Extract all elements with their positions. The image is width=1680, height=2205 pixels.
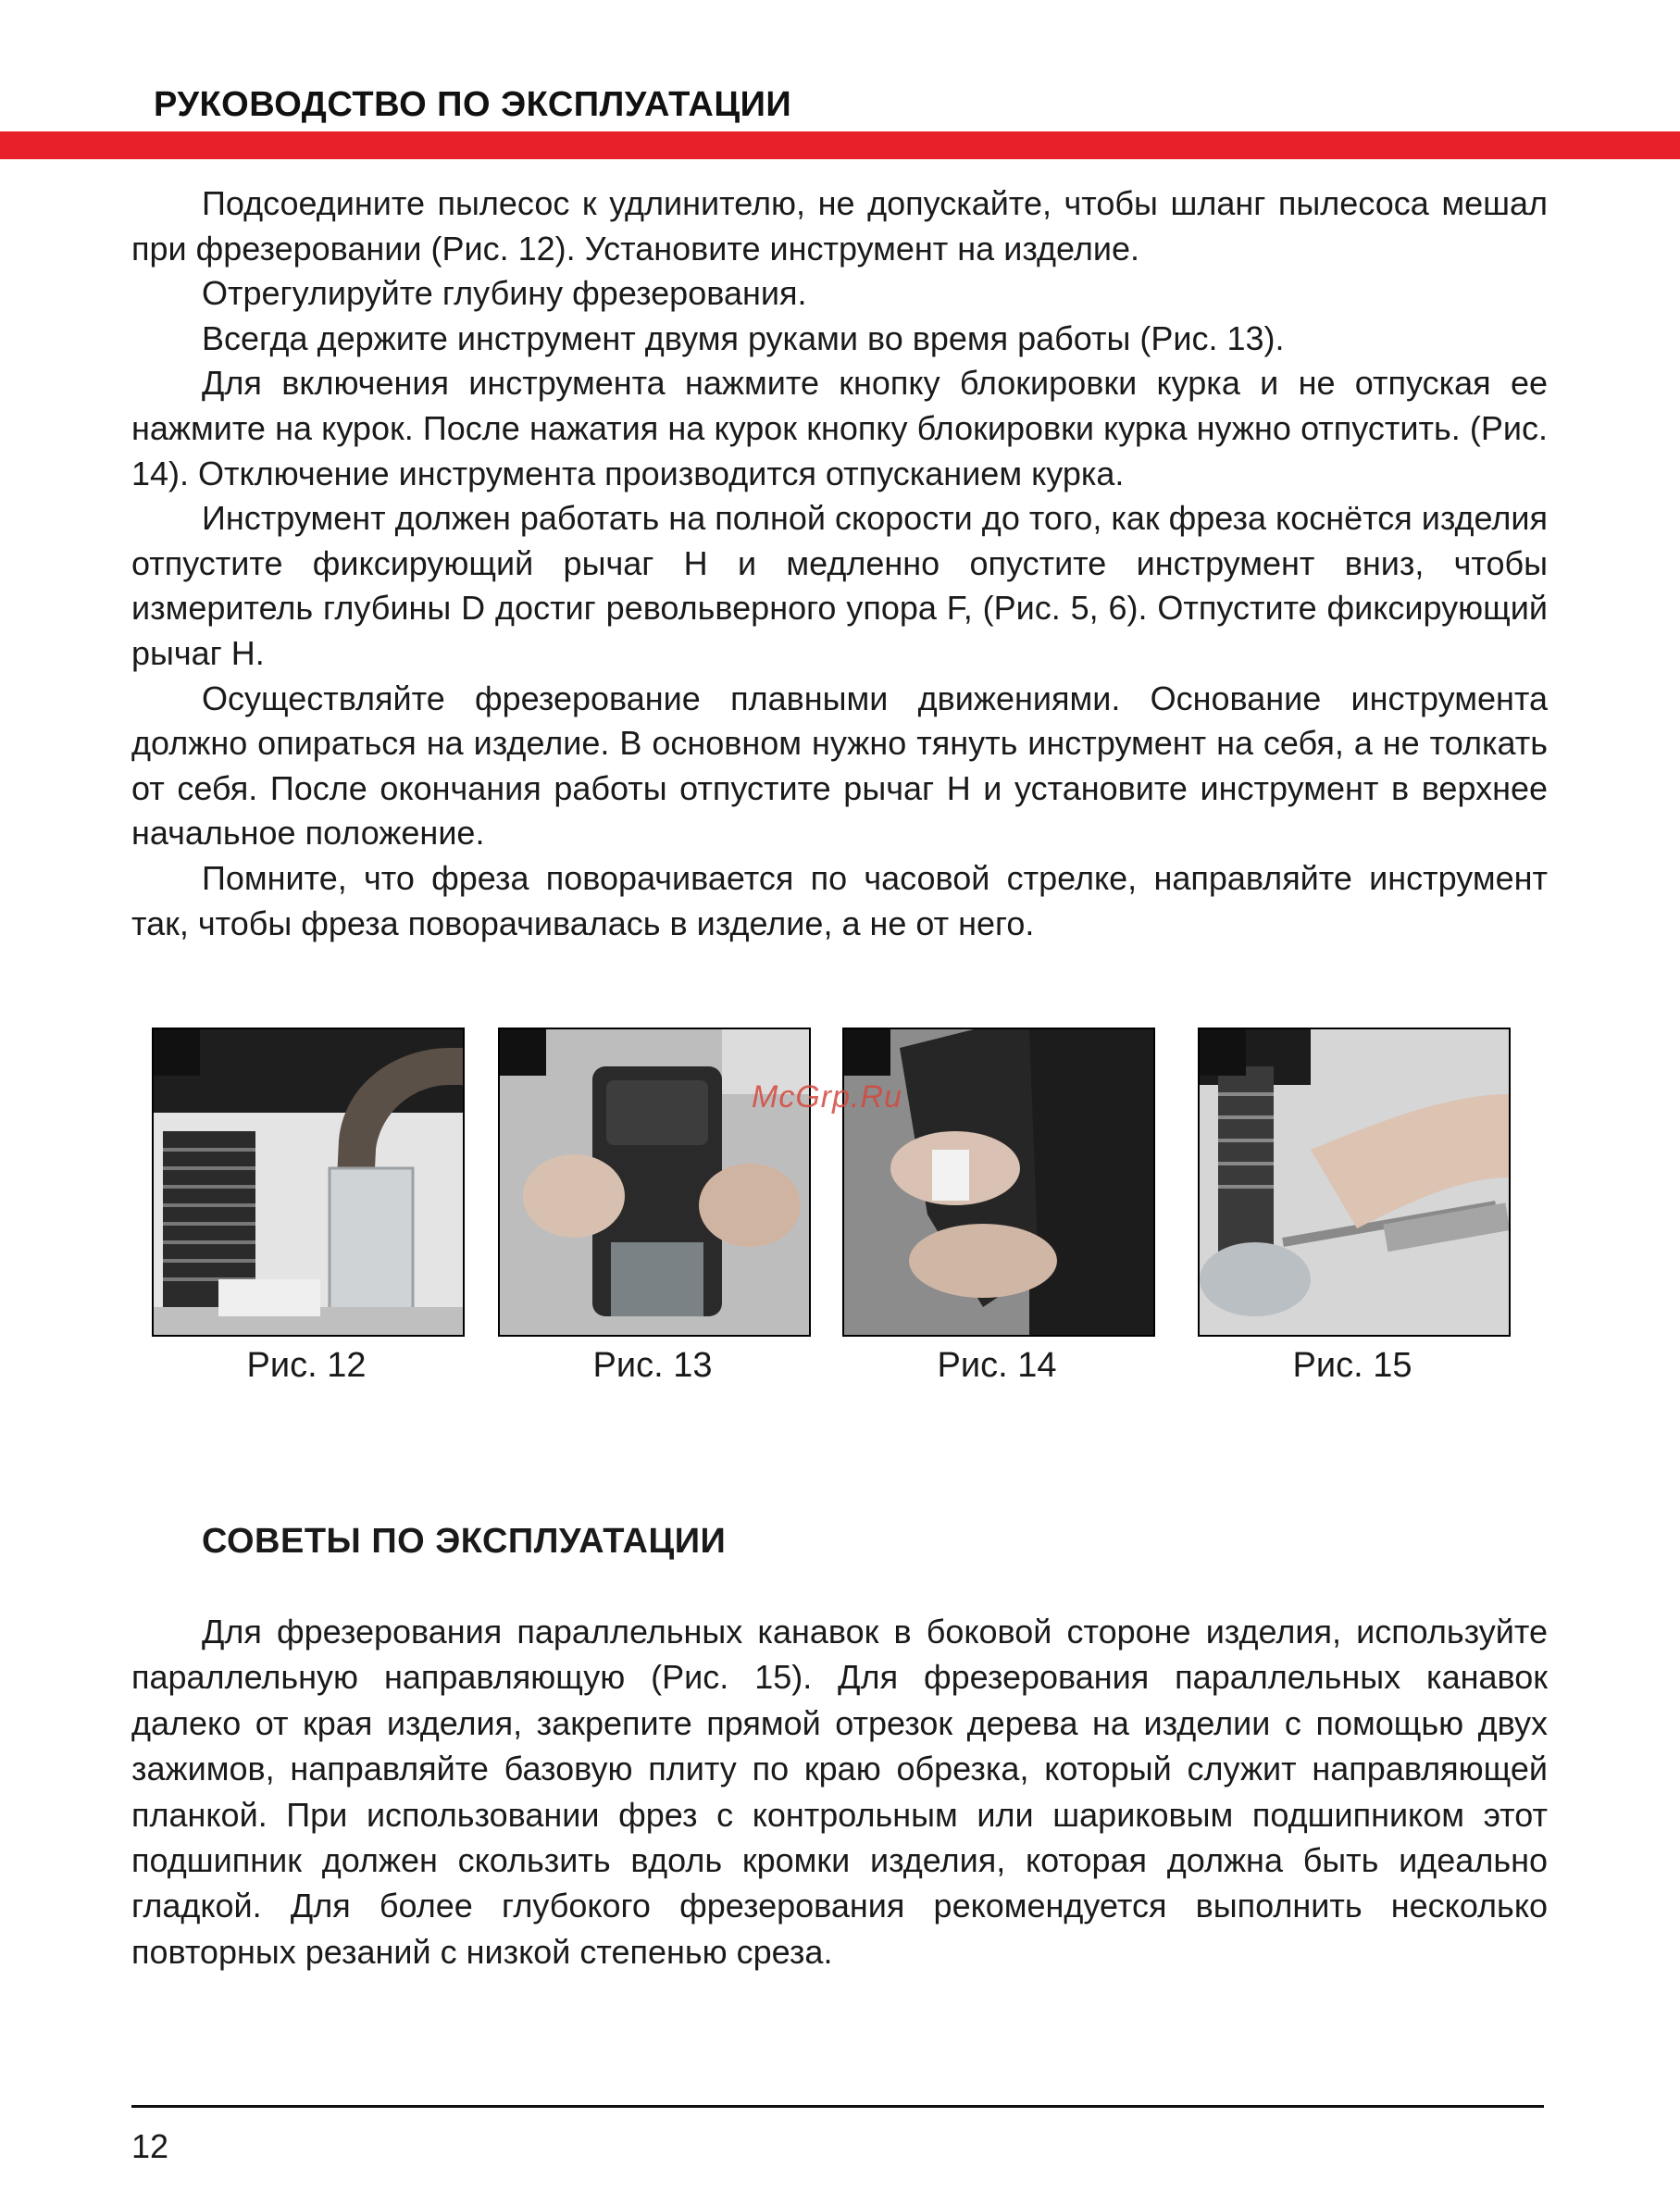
figure-14-corner-mark (844, 1029, 890, 1076)
tips-heading: СОВЕТЫ ПО ЭКСПЛУАТАЦИИ (202, 1522, 727, 1561)
figure-15 (1198, 1028, 1511, 1385)
figure-14-caption: Рис. 14 (937, 1346, 1057, 1385)
figure-15-photo (1198, 1028, 1511, 1337)
figure-15-corner-mark (1200, 1029, 1246, 1076)
instructions-text (131, 181, 1548, 946)
figure-14 (842, 1028, 1155, 1385)
paragraph-smooth-motion: Осуществляйте фрезерование плавными движениями. Основание инструмента должно опираться на изделие. В основном нужно тянуть инструмент на себя, а не толкать от себя. После окончания работы отпустите рычаг H и установите инструмент в верхнее начальное положение. (131, 679, 1548, 853)
figure-13-caption: Рис. 13 (592, 1346, 713, 1385)
figure-12 (152, 1028, 465, 1385)
trigger-lock-illustration (844, 1029, 1153, 1335)
figure-13 (498, 1028, 811, 1385)
figure-14-photo (842, 1028, 1155, 1337)
paragraph-switch-on: Для включения инструмента нажмите кнопку блокировки курка и не отпуская ее нажмите на курок. После нажатия на курок кнопку блокировки курка нужно отпустить. (Рис. 14). Отключение инструмента производится отпусканием курка. (131, 364, 1548, 492)
paragraph-full-speed: Инструмент должен работать на полной скорости до того, как фреза коснётся изделия отпустите фиксирующий рычаг H и медленно опустите инструмент вниз, чтобы измеритель глубины D достиг револьверного упора F, (Рис. 5, 6). Отпустите фиксирующий рычаг H. (131, 499, 1548, 672)
paragraph-vacuum: Подсоедините пылесос к удлинителю, не допускайте, чтобы шланг пылесоса мешал при фрезеровании (Рис. 12). Установите инструмент на изделие. (131, 184, 1548, 268)
watermark-text: McGrp.Ru (752, 1079, 902, 1115)
parallel-guide-illustration (1200, 1029, 1509, 1335)
figure-13-photo (498, 1028, 811, 1337)
tips-text (131, 1609, 1548, 1975)
two-hands-router-illustration (500, 1029, 809, 1335)
router-vacuum-illustration (154, 1029, 463, 1335)
figure-12-corner-mark (154, 1029, 200, 1076)
figure-13-corner-mark (500, 1029, 546, 1076)
figure-15-caption: Рис. 15 (1292, 1346, 1412, 1385)
footer-divider (131, 2105, 1544, 2108)
paragraph-rotation: Помните, что фреза поворачивается по часовой стрелке, направляйте инструмент так, чтобы фреза поворачивалась в изделие, а не от него. (131, 858, 1548, 942)
page-number: 12 (131, 2127, 169, 2165)
figure-12-photo (152, 1028, 465, 1337)
page-header-title: РУКОВОДСТВО ПО ЭКСПЛУАТАЦИИ (154, 85, 792, 124)
tips-paragraph: Для фрезерования параллельных канавок в боковой стороне изделия, используйте параллельную направляющую (Рис. 15). Для фрезерования параллельных канавок далеко от края изделия, закрепите прямой отрезок дерева на изделии с помощью двух зажимов, направляйте базовую плиту по краю обрезка, который служит направляющей планкой. При использовании фрез с контрольным или шариковым подшипником этот подшипник должен скользить вдоль кромки изделия, которая должна быть идеально гладкой. Для более глубокого фрезерования рекомендуется выполнить несколько повторных резаний с низкой степенью среза. (131, 1613, 1548, 1971)
header-accent-bar (0, 131, 1680, 159)
figure-12-caption: Рис. 12 (246, 1346, 367, 1385)
paragraph-depth: Отрегулируйте глубину фрезерования. (202, 274, 807, 313)
paragraph-two-hands: Всегда держите инструмент двумя руками во время работы (Рис. 13). (202, 318, 1285, 357)
